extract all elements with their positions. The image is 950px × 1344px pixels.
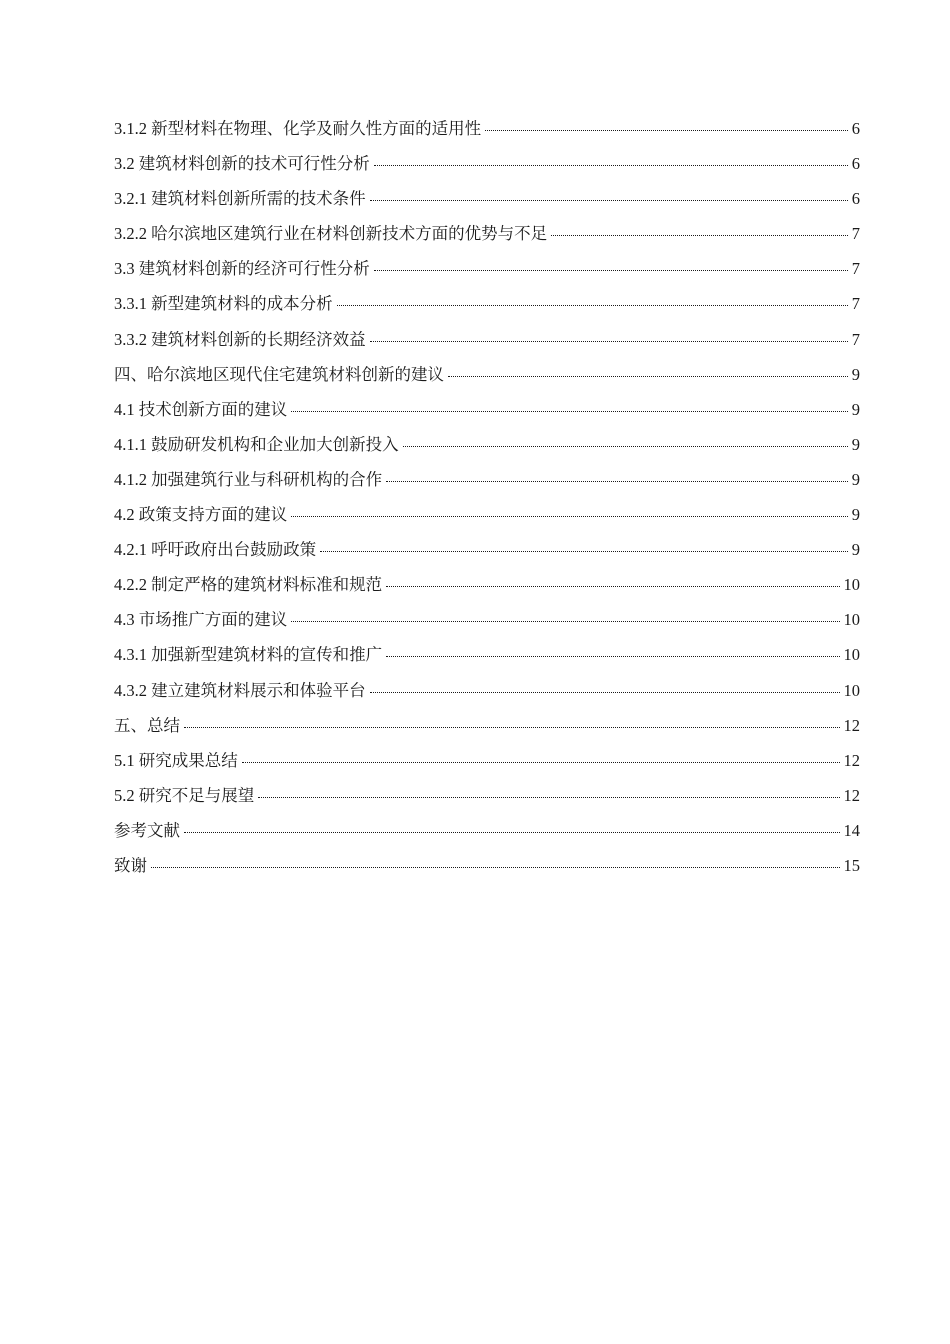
toc-entry-title: 5.1 研究成果总结: [114, 750, 238, 770]
dot-leader: [291, 411, 848, 412]
toc-entry-page: 10: [843, 610, 860, 630]
toc-entry-title: 四、哈尔滨地区现代住宅建筑材料创新的建议: [114, 364, 444, 384]
toc-entry-title: 4.2 政策支持方面的建议: [114, 505, 288, 525]
toc-entry[interactable]: [114, 747, 860, 782]
dot-leader: [386, 481, 848, 482]
toc-entry-page: 7: [851, 294, 860, 314]
toc-entry-title: 3.3.1 新型建筑材料的成本分析: [114, 294, 333, 314]
toc-entry-page: 9: [851, 540, 860, 560]
toc-entry-page: 9: [851, 399, 860, 419]
dot-leader: [374, 165, 848, 166]
toc-entry[interactable]: [114, 431, 860, 466]
toc-entry-title: 3.1.2 新型材料在物理、化学及耐久性方面的适用性: [114, 119, 482, 138]
toc-entry-page: 15: [843, 855, 860, 875]
dot-leader: [386, 586, 839, 587]
toc-entry[interactable]: [114, 571, 860, 606]
dot-leader: [485, 130, 848, 131]
toc-entry[interactable]: [114, 782, 860, 817]
toc-entry-title: 3.2.1 建筑材料创新所需的技术条件: [114, 189, 366, 209]
dot-leader: [291, 621, 839, 622]
toc-entry-title: 4.1.2 加强建筑行业与科研机构的合作: [114, 469, 383, 489]
toc-entry-page: 7: [851, 259, 860, 279]
dot-leader: [184, 727, 840, 728]
toc-entry-page: 9: [851, 505, 860, 525]
toc-entry-title: 4.1.1 鼓励研发机构和企业加大创新投入: [114, 434, 399, 454]
dot-leader: [291, 516, 848, 517]
dot-leader: [242, 762, 840, 763]
toc-entry-page: 6: [851, 189, 860, 209]
toc-entry-title: 4.2.2 制定严格的建筑材料标准和规范: [114, 575, 383, 595]
dot-leader: [370, 200, 848, 201]
toc-entry-page: 12: [843, 715, 860, 735]
toc-entry[interactable]: [114, 150, 860, 185]
toc-entry[interactable]: [114, 326, 860, 361]
toc-entry[interactable]: [114, 361, 860, 396]
toc-entry-title: 4.3 市场推广方面的建议: [114, 610, 288, 630]
toc-entry-title: 五、总结: [114, 715, 180, 735]
toc-entry-page: 10: [843, 645, 860, 665]
toc-entry-page: 7: [851, 329, 860, 349]
dot-leader: [370, 341, 848, 342]
dot-leader: [374, 270, 848, 271]
dot-leader: [320, 551, 848, 552]
toc-entry-page: 7: [851, 224, 860, 244]
toc-entry-title: 3.3.2 建筑材料创新的长期经济效益: [114, 329, 366, 349]
toc-entry[interactable]: [114, 255, 860, 290]
toc-entry[interactable]: [114, 536, 860, 571]
toc-entry[interactable]: [114, 677, 860, 712]
dot-leader: [151, 867, 840, 868]
toc-entry-title: 3.2.2 哈尔滨地区建筑行业在材料创新技术方面的优势与不足: [114, 224, 548, 244]
toc-entry-title: 参考文献: [114, 820, 180, 840]
toc-entry-page: 12: [843, 750, 860, 770]
toc-entry[interactable]: [114, 396, 860, 431]
toc-entry-title: 4.3.2 建立建筑材料展示和体验平台: [114, 680, 366, 700]
toc-entry[interactable]: [114, 115, 860, 150]
toc-entry[interactable]: [114, 466, 860, 501]
toc-entry-page: 6: [851, 154, 860, 174]
toc-entry[interactable]: [114, 220, 860, 255]
toc-entry-page: 10: [843, 680, 860, 700]
toc-entry-page: 10: [843, 575, 860, 595]
toc-entry-page: 9: [851, 364, 860, 384]
toc-entry-page: 6: [851, 119, 860, 138]
toc-entry-title: 4.3.1 加强新型建筑材料的宣传和推广: [114, 645, 383, 665]
toc-entry[interactable]: [114, 501, 860, 536]
toc-entry-title: 3.3 建筑材料创新的经济可行性分析: [114, 259, 370, 279]
toc-entry-page: 14: [843, 820, 860, 840]
table-of-contents: [114, 115, 860, 887]
toc-entry-title: 5.2 研究不足与展望: [114, 785, 255, 805]
toc-entry-page: 9: [851, 469, 860, 489]
toc-entry[interactable]: [114, 712, 860, 747]
toc-entry-page: 12: [843, 785, 860, 805]
toc-entry-title: 致谢: [114, 855, 147, 875]
toc-entry[interactable]: [114, 290, 860, 325]
dot-leader: [258, 797, 839, 798]
dot-leader: [370, 692, 840, 693]
dot-leader: [403, 446, 848, 447]
dot-leader: [386, 656, 839, 657]
toc-entry-title: 4.2.1 呼吁政府出台鼓励政策: [114, 540, 317, 560]
toc-entry[interactable]: [114, 852, 860, 887]
dot-leader: [184, 832, 840, 833]
toc-entry[interactable]: [114, 817, 860, 852]
dot-leader: [337, 305, 848, 306]
dot-leader: [448, 376, 848, 377]
toc-entry-page: 9: [851, 434, 860, 454]
toc-entry[interactable]: [114, 641, 860, 676]
toc-entry-title: 3.2 建筑材料创新的技术可行性分析: [114, 154, 370, 174]
toc-entry-title: 4.1 技术创新方面的建议: [114, 399, 288, 419]
toc-entry[interactable]: [114, 185, 860, 220]
toc-entry[interactable]: [114, 606, 860, 641]
dot-leader: [551, 235, 848, 236]
